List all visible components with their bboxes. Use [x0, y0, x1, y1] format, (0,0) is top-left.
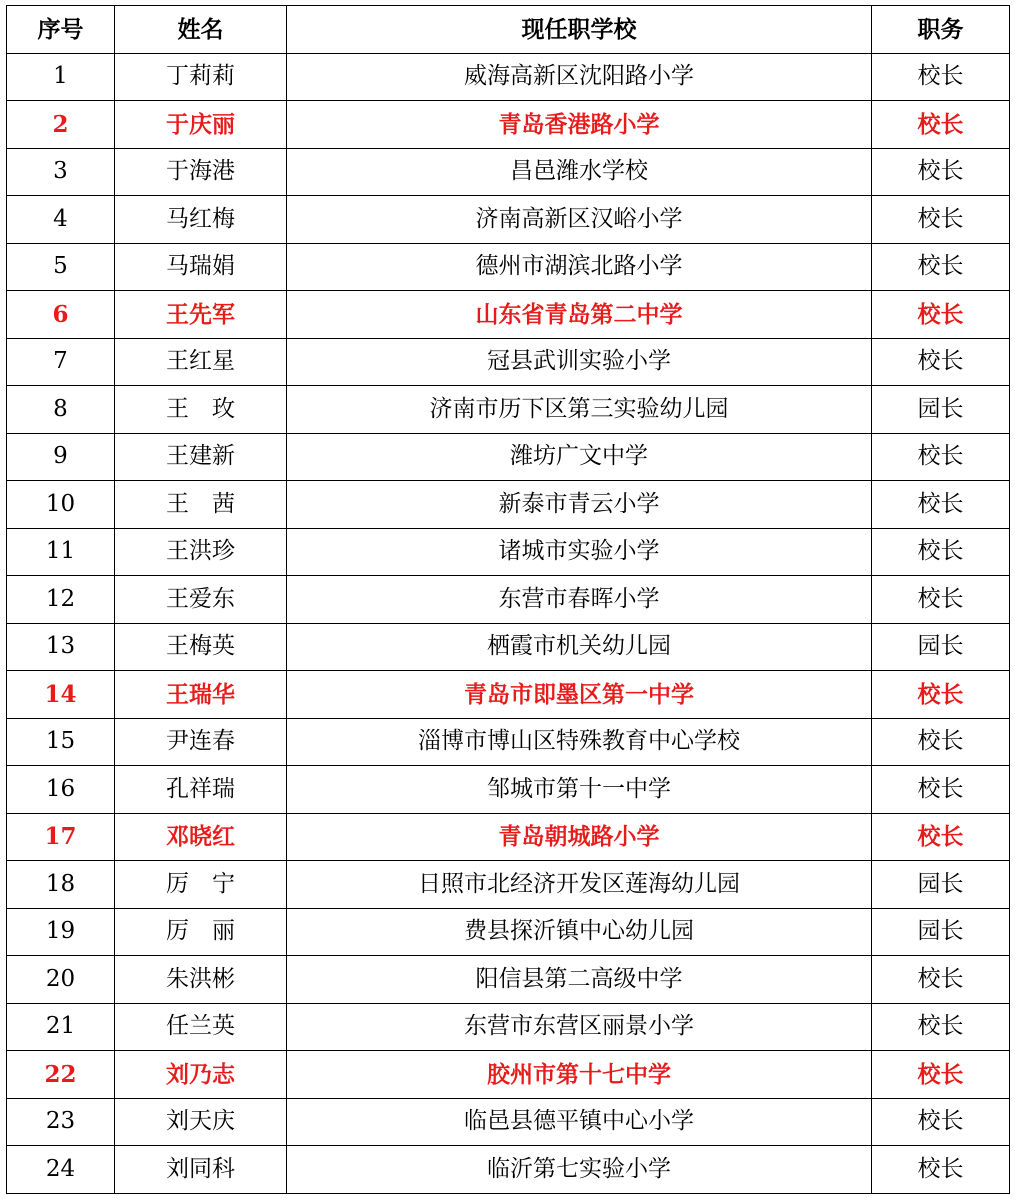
cell-name: 厉 丽: [115, 908, 287, 956]
cell-name: 王红星: [115, 338, 287, 386]
cell-name: 于庆丽: [115, 101, 287, 149]
table-row: [7, 528, 1010, 576]
cell-position: 校长: [872, 101, 1010, 149]
cell-no: 24: [7, 1146, 115, 1194]
cell-no: 13: [7, 623, 115, 671]
cell-no: 21: [7, 1003, 115, 1051]
cell-school: 冠县武训实验小学: [287, 338, 872, 386]
cell-name: 任兰英: [115, 1003, 287, 1051]
cell-no: 23: [7, 1098, 115, 1146]
cell-name: 王建新: [115, 433, 287, 481]
cell-no: 9: [7, 433, 115, 481]
header-no: 序号: [7, 6, 115, 54]
cell-school: 邹城市第十一中学: [287, 766, 872, 814]
cell-name: 孔祥瑞: [115, 766, 287, 814]
cell-position: 园长: [872, 623, 1010, 671]
table-row: [7, 243, 1010, 291]
table-row: [7, 148, 1010, 196]
cell-no: 5: [7, 243, 115, 291]
header-school: 现任职学校: [287, 6, 872, 54]
cell-no: 4: [7, 196, 115, 244]
cell-school: 新泰市青云小学: [287, 481, 872, 529]
header-name: 姓名: [115, 6, 287, 54]
table-row: [7, 813, 1010, 861]
table-row: [7, 576, 1010, 624]
cell-name: 刘同科: [115, 1146, 287, 1194]
cell-position: 校长: [872, 53, 1010, 101]
cell-school: 栖霞市机关幼儿园: [287, 623, 872, 671]
cell-position: 校长: [872, 1146, 1010, 1194]
cell-name: 刘乃志: [115, 1051, 287, 1099]
cell-school: 阳信县第二高级中学: [287, 956, 872, 1004]
cell-position: 校长: [872, 481, 1010, 529]
cell-no: 18: [7, 861, 115, 909]
cell-school: 淄博市博山区特殊教育中心学校: [287, 718, 872, 766]
cell-position: 校长: [872, 196, 1010, 244]
cell-position: 校长: [872, 148, 1010, 196]
cell-no: 20: [7, 956, 115, 1004]
cell-school: 山东省青岛第二中学: [287, 291, 872, 339]
cell-name: 王 茜: [115, 481, 287, 529]
cell-name: 刘天庆: [115, 1098, 287, 1146]
cell-school: 费县探沂镇中心幼儿园: [287, 908, 872, 956]
principal-roster-table: [6, 5, 1010, 1194]
cell-school: 日照市北经济开发区莲海幼儿园: [287, 861, 872, 909]
cell-school: 威海高新区沈阳路小学: [287, 53, 872, 101]
cell-no: 11: [7, 528, 115, 576]
cell-school: 东营市东营区丽景小学: [287, 1003, 872, 1051]
table-row: [7, 1098, 1010, 1146]
cell-no: 15: [7, 718, 115, 766]
table-row: [7, 956, 1010, 1004]
table-row: [7, 908, 1010, 956]
table-body: [7, 53, 1010, 1193]
cell-name: 丁莉莉: [115, 53, 287, 101]
cell-school: 济南高新区汉峪小学: [287, 196, 872, 244]
table-row: [7, 623, 1010, 671]
cell-no: 16: [7, 766, 115, 814]
cell-no: 8: [7, 386, 115, 434]
cell-position: 校长: [872, 718, 1010, 766]
cell-no: 14: [7, 671, 115, 719]
cell-no: 17: [7, 813, 115, 861]
cell-no: 6: [7, 291, 115, 339]
cell-school: 济南市历下区第三实验幼儿园: [287, 386, 872, 434]
cell-name: 马红梅: [115, 196, 287, 244]
table-row: [7, 861, 1010, 909]
table-row: [7, 196, 1010, 244]
cell-school: 青岛市即墨区第一中学: [287, 671, 872, 719]
cell-school: 青岛香港路小学: [287, 101, 872, 149]
cell-school: 东营市春晖小学: [287, 576, 872, 624]
cell-position: 校长: [872, 291, 1010, 339]
cell-position: 校长: [872, 813, 1010, 861]
cell-position: 校长: [872, 576, 1010, 624]
table-row: [7, 1146, 1010, 1194]
cell-school: 德州市湖滨北路小学: [287, 243, 872, 291]
cell-name: 王梅英: [115, 623, 287, 671]
cell-position: 校长: [872, 1051, 1010, 1099]
cell-school: 胶州市第十七中学: [287, 1051, 872, 1099]
cell-name: 王瑞华: [115, 671, 287, 719]
table-row: [7, 766, 1010, 814]
cell-position: 校长: [872, 671, 1010, 719]
cell-name: 尹连春: [115, 718, 287, 766]
cell-no: 22: [7, 1051, 115, 1099]
cell-no: 2: [7, 101, 115, 149]
table-row: [7, 671, 1010, 719]
header-position: 职务: [872, 6, 1010, 54]
cell-no: 12: [7, 576, 115, 624]
table-row: [7, 338, 1010, 386]
cell-school: 潍坊广文中学: [287, 433, 872, 481]
cell-position: 校长: [872, 1098, 1010, 1146]
table-row: [7, 386, 1010, 434]
table-header: [7, 6, 1010, 54]
cell-school: 临沂第七实验小学: [287, 1146, 872, 1194]
cell-name: 王爱东: [115, 576, 287, 624]
cell-name: 马瑞娟: [115, 243, 287, 291]
cell-position: 校长: [872, 338, 1010, 386]
table-row: [7, 718, 1010, 766]
cell-no: 7: [7, 338, 115, 386]
cell-no: 1: [7, 53, 115, 101]
cell-position: 园长: [872, 908, 1010, 956]
table-row: [7, 291, 1010, 339]
table-row: [7, 101, 1010, 149]
cell-school: 诸城市实验小学: [287, 528, 872, 576]
cell-name: 朱洪彬: [115, 956, 287, 1004]
cell-position: 校长: [872, 528, 1010, 576]
cell-name: 王洪珍: [115, 528, 287, 576]
header-row: [7, 6, 1010, 54]
cell-no: 3: [7, 148, 115, 196]
table-row: [7, 1003, 1010, 1051]
cell-position: 园长: [872, 386, 1010, 434]
cell-position: 校长: [872, 433, 1010, 481]
cell-name: 王先军: [115, 291, 287, 339]
cell-position: 校长: [872, 956, 1010, 1004]
cell-no: 19: [7, 908, 115, 956]
cell-position: 园长: [872, 861, 1010, 909]
cell-position: 校长: [872, 243, 1010, 291]
cell-position: 校长: [872, 766, 1010, 814]
cell-no: 10: [7, 481, 115, 529]
table-row: [7, 433, 1010, 481]
cell-position: 校长: [872, 1003, 1010, 1051]
cell-name: 邓晓红: [115, 813, 287, 861]
table-row: [7, 481, 1010, 529]
table-row: [7, 53, 1010, 101]
cell-school: 临邑县德平镇中心小学: [287, 1098, 872, 1146]
cell-name: 于海港: [115, 148, 287, 196]
cell-school: 昌邑潍水学校: [287, 148, 872, 196]
table-row: [7, 1051, 1010, 1099]
cell-name: 厉 宁: [115, 861, 287, 909]
cell-name: 王 玫: [115, 386, 287, 434]
cell-school: 青岛朝城路小学: [287, 813, 872, 861]
